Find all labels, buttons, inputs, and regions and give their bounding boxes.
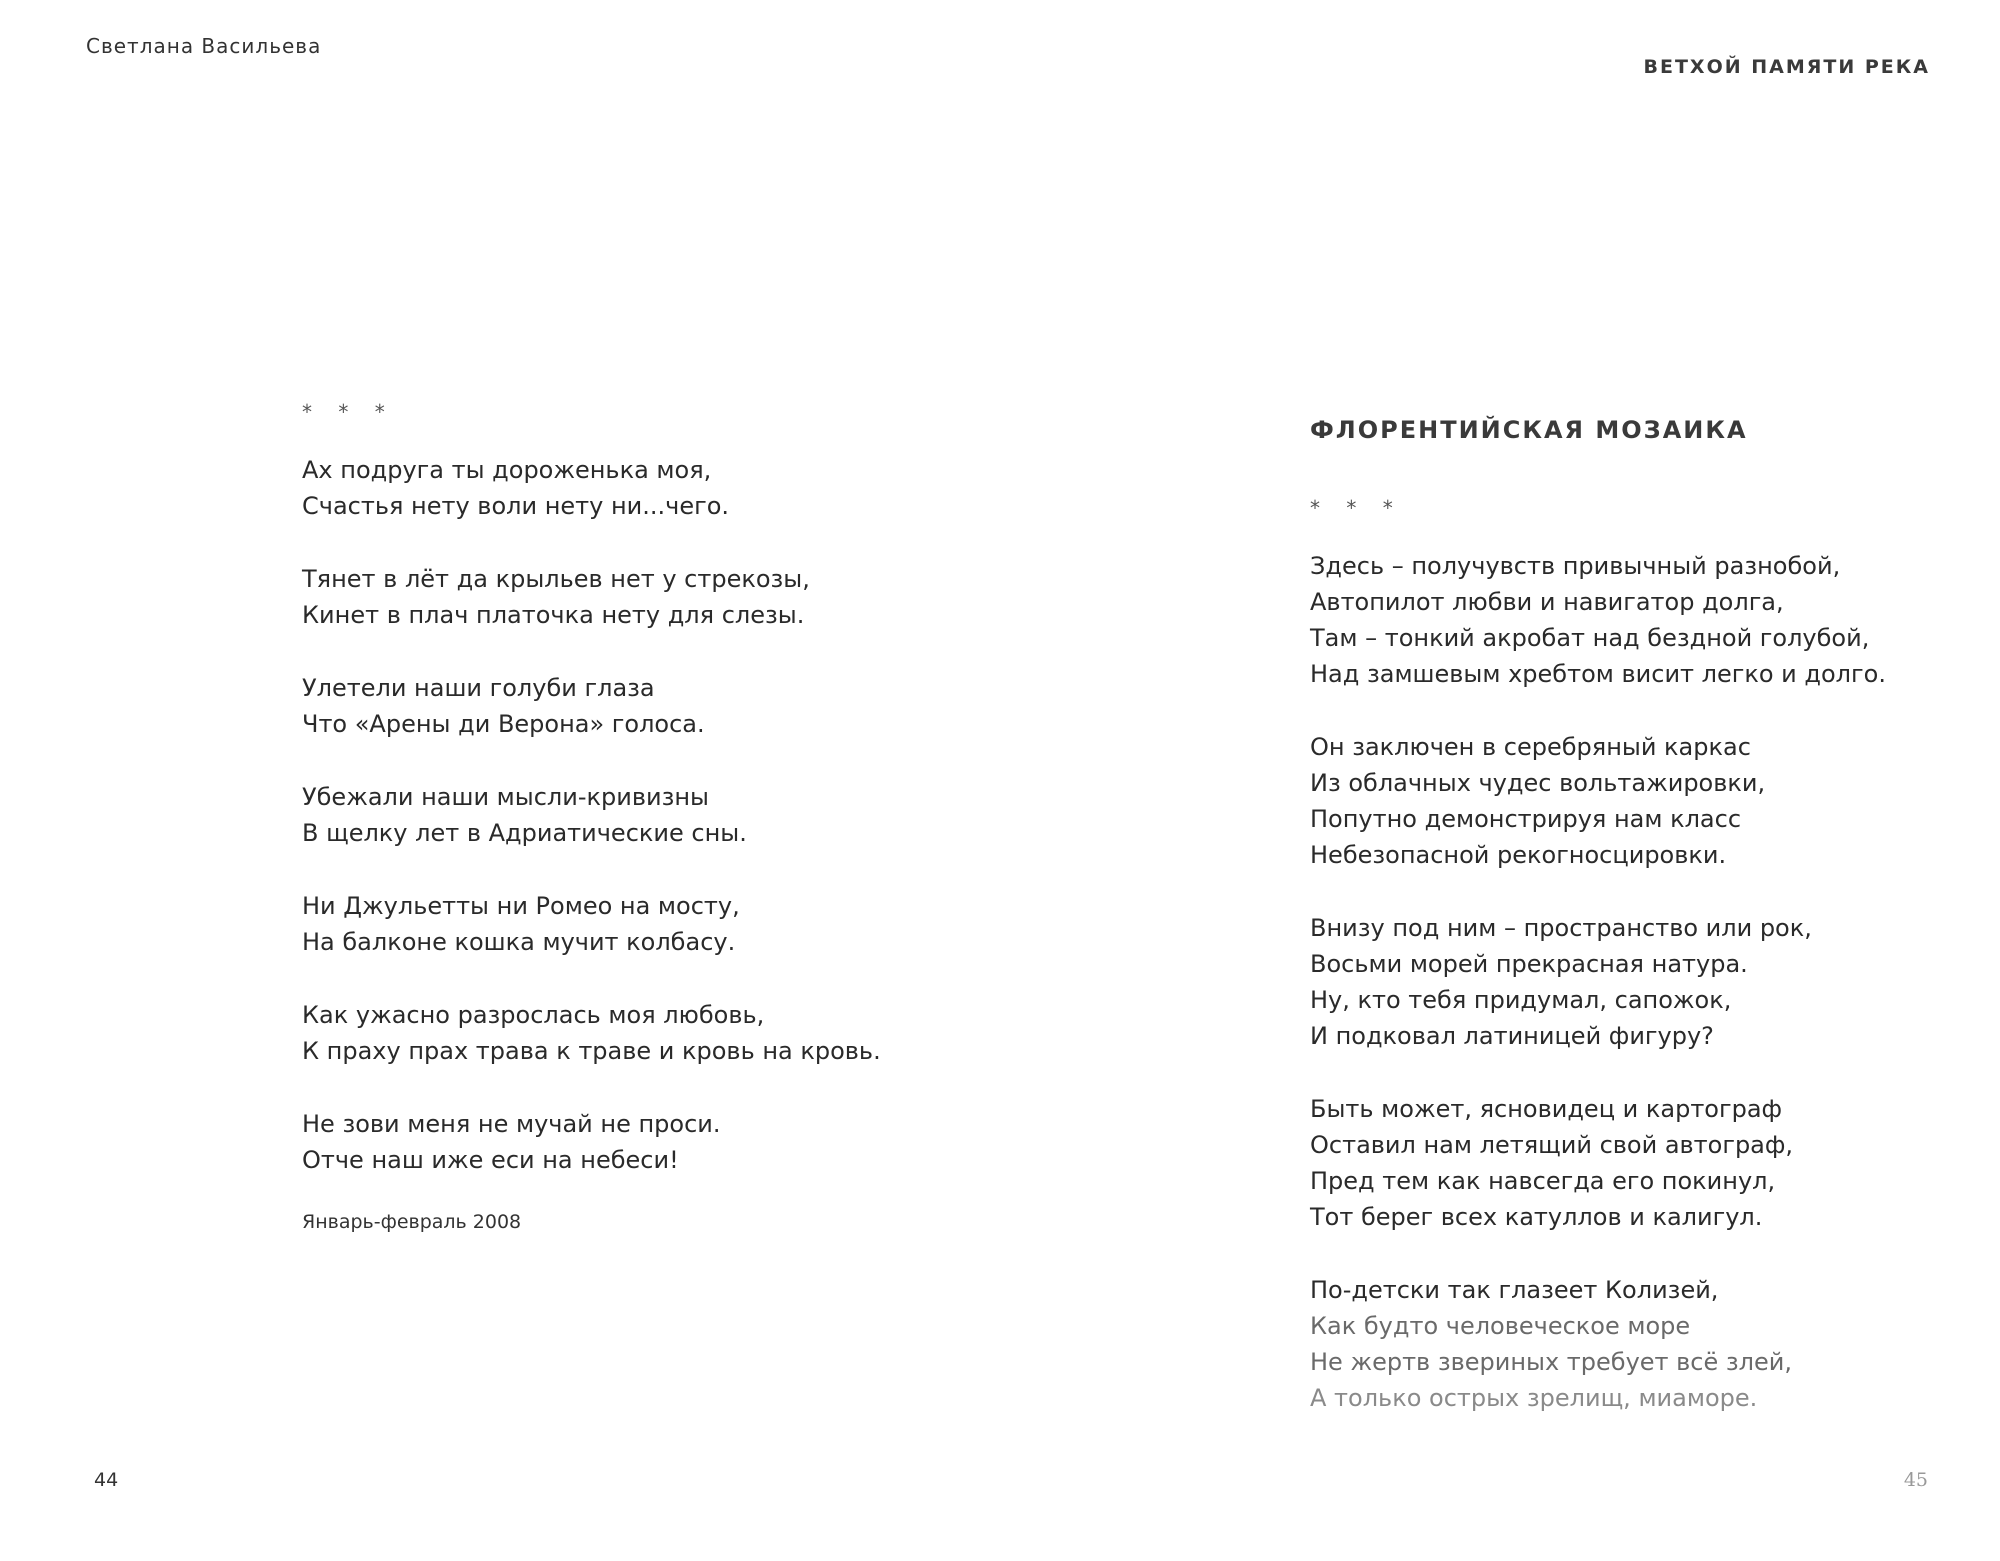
poem-line: Быть может, ясновидец и картограф bbox=[1310, 1095, 1783, 1123]
poem-line: Ах подруга ты дороженька моя, bbox=[302, 456, 712, 484]
poem-line: Оставил нам летящий свой автограф, bbox=[1310, 1131, 1794, 1159]
stanza bbox=[302, 779, 902, 851]
poem-line: Внизу под ним – пространство или рок, bbox=[1310, 914, 1812, 942]
poem-line: И подковал латиницей фигуру? bbox=[1310, 1022, 1714, 1050]
poem-line: Не жертв звериных требует всё злей, bbox=[1310, 1348, 1792, 1376]
poem-line: Отче наш иже еси на небеси! bbox=[302, 1146, 679, 1174]
asterism: * * * bbox=[1310, 496, 1403, 520]
poem-line: Ни Джульетты ни Ромео на мосту, bbox=[302, 892, 740, 920]
poem-line: Из облачных чудес вольтажировки, bbox=[1310, 769, 1766, 797]
poem-line: Попутно демонстрируя нам класс bbox=[1310, 805, 1742, 833]
poem-line: Как ужасно разрослась моя любовь, bbox=[302, 1001, 765, 1029]
stanza bbox=[1310, 1091, 1950, 1235]
poem-line: Пред тем как навсегда его покинул, bbox=[1310, 1167, 1776, 1195]
poem-line: Тянет в лёт да крыльев нет у стрекозы, bbox=[302, 565, 810, 593]
poem-line: Здесь – получувств привычный разнобой, bbox=[1310, 552, 1841, 580]
poem-line: Не зови меня не мучай не проси. bbox=[302, 1110, 721, 1138]
poem-line: Там – тонкий акробат над бездной голубой, bbox=[1310, 624, 1870, 652]
poem-date: Январь-февраль 2008 bbox=[302, 1211, 522, 1233]
poem-line: Улетели наши голуби глаза bbox=[302, 674, 655, 702]
poem-line: Восьми морей прекрасная натура. bbox=[1310, 950, 1748, 978]
page-number-right: 45 bbox=[1903, 1469, 1928, 1491]
poem-line: Он заключен в серебряный каркас bbox=[1310, 733, 1751, 761]
poem-line: В щелку лет в Адриатические сны. bbox=[302, 819, 747, 847]
poem-line: Что «Арены ди Верона» голоса. bbox=[302, 710, 705, 738]
stanza bbox=[1310, 548, 1950, 692]
stanza bbox=[302, 561, 902, 633]
poem-line: Кинет в плач платочка нету для слезы. bbox=[302, 601, 805, 629]
running-head-author: Светлана Васильева bbox=[86, 34, 322, 58]
poem-line: Ну, кто тебя придумал, сапожок, bbox=[1310, 986, 1732, 1014]
stanza bbox=[302, 1106, 902, 1178]
running-head-book-title: ВЕТХОЙ ПАМЯТИ РЕКА bbox=[1643, 56, 1930, 78]
stanza bbox=[302, 452, 902, 524]
poem-line: Небезопасной рекогносцировки. bbox=[1310, 841, 1727, 869]
stanza bbox=[302, 888, 902, 960]
poem-line: По-детски так глазеет Колизей, bbox=[1310, 1276, 1719, 1304]
page-number-left: 44 bbox=[94, 1469, 119, 1491]
poem-line: Убежали наши мысли-кривизны bbox=[302, 783, 709, 811]
stanza bbox=[302, 997, 902, 1069]
right-page bbox=[1000, 0, 2000, 1561]
stanza bbox=[302, 670, 902, 742]
left-poem bbox=[302, 400, 902, 1233]
poem-line: К праху прах трава к траве и кровь на кровь. bbox=[302, 1037, 881, 1065]
poem-line: На балконе кошка мучит колбасу. bbox=[302, 928, 736, 956]
stanza bbox=[1310, 910, 1950, 1054]
stanza bbox=[1310, 729, 1950, 873]
poem-line: А только острых зрелищ, миаморе. bbox=[1310, 1384, 1758, 1412]
poem-line: Как будто человеческое море bbox=[1310, 1312, 1691, 1340]
poem-line: Тот берег всех катуллов и калигул. bbox=[1310, 1203, 1763, 1231]
poem-line: Над замшевым хребтом висит легко и долго. bbox=[1310, 660, 1886, 688]
asterism: * * * bbox=[302, 400, 395, 424]
stanza bbox=[1310, 1272, 1950, 1416]
poem-line: Автопилот любви и навигатор долга, bbox=[1310, 588, 1784, 616]
poem-line: Счастья нету воли нету ни...чего. bbox=[302, 492, 730, 520]
poem-title: ФЛОРЕНТИЙСКАЯ МОЗАИКА bbox=[1310, 416, 1748, 444]
right-poem bbox=[1310, 416, 1950, 1453]
